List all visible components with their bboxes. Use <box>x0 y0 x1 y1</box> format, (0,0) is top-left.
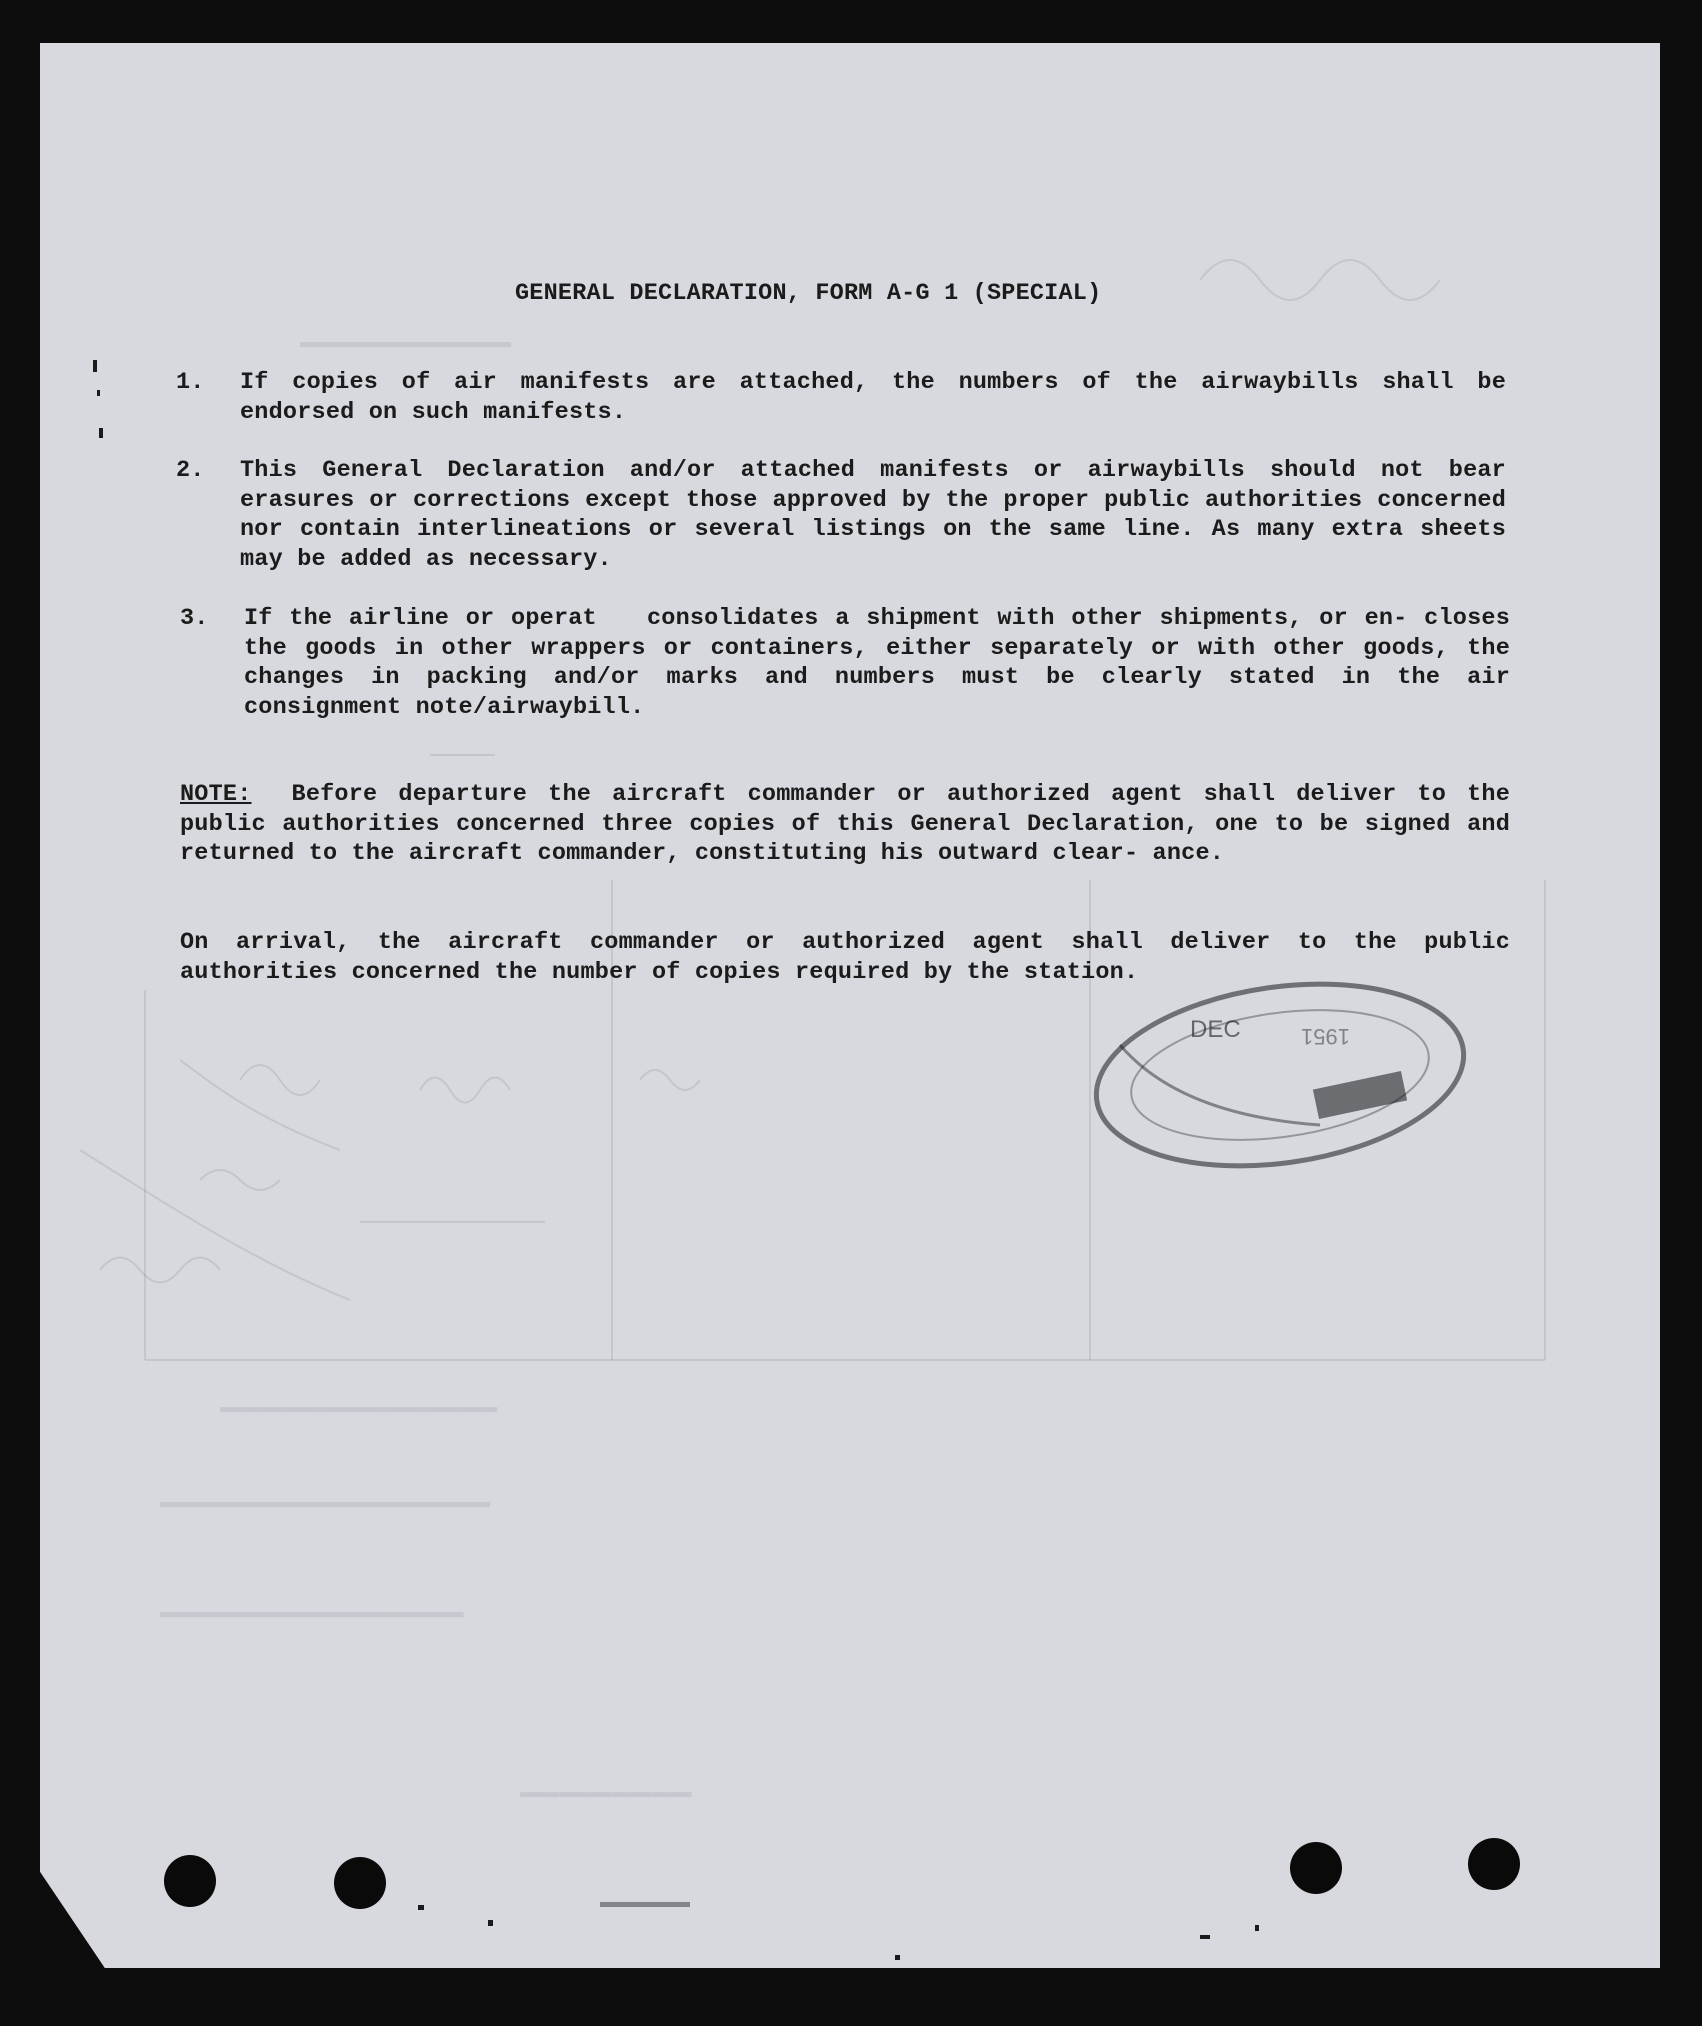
list-item <box>180 604 1510 722</box>
bleed-through-line: ▬▬▬▬▬▬▬▬▬▬▬▬▬▬▬▬▬▬▬▬▬▬▬ <box>160 1600 464 1625</box>
note-label: NOTE: <box>180 781 252 808</box>
punch-hole <box>164 1855 216 1907</box>
received-stamp <box>1080 975 1480 1175</box>
item-text: If copies of air manifests are attached, the numbers of the airwaybills shall be endorsed on such manifests. <box>240 369 1506 426</box>
note-text: Before departure the aircraft commander or authorized agent shall deliver to the public authorities concerned three copies of this General Declaration, one to be signed and returned to the aircraft commander, constituting his outward clear- ance. <box>180 781 1510 867</box>
stamp-year: 1951 <box>1301 1024 1350 1049</box>
list-item <box>176 456 1506 574</box>
item-number: 1. <box>176 369 205 396</box>
bleed-through-line: ▬▬▬▬▬▬▬▬▬▬▬▬▬ <box>520 1780 692 1805</box>
punch-hole <box>334 1857 386 1909</box>
bleed-through-line: ▬▬▬▬▬▬▬▬▬▬▬▬▬▬▬▬▬▬▬▬▬▬▬▬▬ <box>160 1490 491 1515</box>
document-title: GENERAL DECLARATION, FORM A-G 1 (SPECIAL) <box>515 280 1102 307</box>
list-item <box>176 368 1506 427</box>
bleed-through-line: ▬▬▬▬▬▬▬▬▬▬▬▬▬▬▬▬ <box>300 330 512 355</box>
bleed-through-line: ▬▬▬▬▬▬▬▬▬▬▬▬▬▬▬▬▬▬▬▬▬ <box>220 1395 498 1420</box>
arrival-paragraph: On arrival, the aircraft commander or authorized agent shall deliver to the public authorities concerned the number of copies required by the station. <box>180 929 1510 986</box>
punch-hole <box>1468 1838 1520 1890</box>
note-paragraph <box>180 780 1510 869</box>
item-number: 3. <box>180 605 209 632</box>
stamp-month: DEC <box>1190 1016 1241 1043</box>
item-text: This General Declaration and/or attached manifests or airwaybills should not bear erasures or corrections except those approved by the proper public authorities concerned nor contain interlineations or several listings on the same line. As many extra sheets may be added as necessary. <box>240 457 1506 573</box>
item-text: If the airline or operat consolidates a shipment with other shipments, or en- closes the goods in other wrappers or containers, either separately or with other goods, the changes in packing and/or marks and numbers must be clearly stated in the air consignment note/airwaybill. <box>244 605 1510 721</box>
punch-hole <box>1290 1842 1342 1894</box>
item-number: 2. <box>176 457 205 484</box>
